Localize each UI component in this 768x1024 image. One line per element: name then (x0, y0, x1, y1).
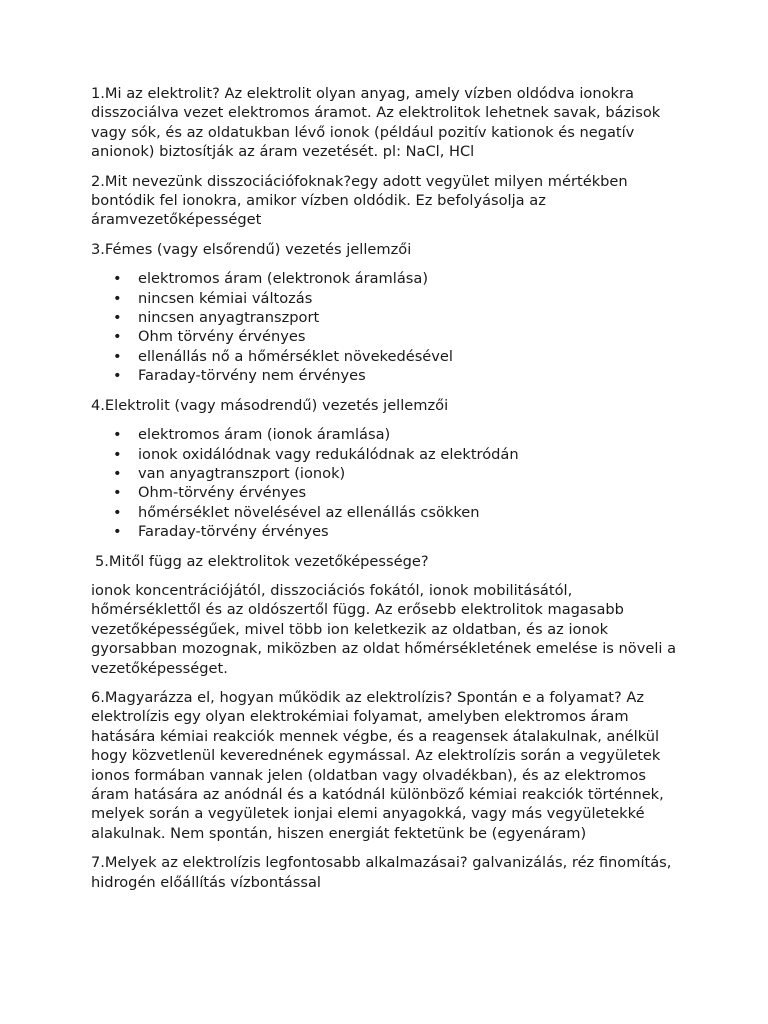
list-item-text: nincsen kémiai változás (138, 289, 313, 307)
question-2-paragraph: 2.Mit nevezünk disszociációfoknak?egy adott vegyület milyen mértékben bontódik fel ionokra, amikor vízben oldódik. Ez befolyásolja az áramvezetőképességet (91, 172, 628, 229)
question-7-paragraph: 7.Melyek az elektrolízis legfontosabb alkalmazásai? galvanizálás, réz finomítás, hidrogén előállítás vízbontással (91, 854, 672, 891)
list-item (113, 289, 681, 308)
bullet-icon: • (113, 328, 122, 346)
list-item-text: Faraday-törvény nem érvényes (138, 367, 366, 385)
list-item (113, 308, 681, 327)
question-1-paragraph: 1.Mi az elektrolit? Az elektrolit olyan anyag, amely vízben oldódva ionokra disszociálva vezet elektromos áramot. Az elektrolitok lehetnek savak, bázisok vagy sók, és az oldatukban lévő ionok (például pozitív kationok és negatív anionok) biztosítják az áram vezetését. pl: NaCl, HCl (91, 85, 661, 161)
question-3-heading: 3.Fémes (vagy elsőrendű) vezetés jellemzői (91, 240, 412, 258)
list-item-text: nincsen anyagtranszport (138, 309, 320, 327)
list-item (113, 327, 681, 346)
bullet-icon: • (113, 347, 122, 365)
bullet-icon: • (113, 426, 122, 444)
list-item (113, 269, 681, 288)
question-5-heading: 5.Mitől függ az elektrolitok vezetőképessége? (95, 552, 429, 570)
bullet-icon: • (113, 464, 122, 482)
list-item-text: hőmérséklet növelésével az ellenállás csökken (138, 503, 480, 521)
question-4-heading: 4.Elektrolit (vagy másodrendű) vezetés jellemzői (91, 396, 449, 414)
question-5-answer: ionok koncentrációjától, disszociációs fokától, ionok mobilitásától, hőmérséklettől és az oldószertől függ. Az erősebb elektrolitok magasabb vezetőképességűek, mivel több ion keletkezik az oldatban, és az ionok gyorsabban mozognak, miközben az oldat hőmérsékletének emelése is növeli a vezetőképességet. (91, 581, 677, 677)
list-item-text: Ohm-törvény érvényes (138, 484, 307, 502)
list-item (113, 483, 681, 502)
list-item-text: ellenállás nő a hőmérséklet növekedésével (138, 347, 453, 365)
bullet-icon: • (113, 309, 122, 327)
list-item (113, 425, 681, 444)
bullet-icon: • (113, 503, 122, 521)
question-3-list (91, 269, 681, 385)
bullet-icon: • (113, 523, 122, 541)
bullet-icon: • (113, 367, 122, 385)
list-item (113, 503, 681, 522)
list-item (113, 464, 681, 483)
list-item (113, 522, 681, 541)
list-item (113, 347, 681, 366)
bullet-icon: • (113, 270, 122, 288)
question-6-paragraph: 6.Magyarázza el, hogyan működik az elektrolízis? Spontán e a folyamat? Az elektrolízis egy olyan elektrokémiai folyamat, amelyben elektromos áram hatására kémiai reakciók mennek végbe, és a reagensek átalakulnak, anélkül hogy közvetlenül keverednének egymással. Az elektrolízis során a vegyületek ionos formában vannak jelen (oldatban vagy olvadékban), és az elektromos áram hatására az anódnál és a katódnál különböző kémiai reakciók történnek, melyek során a vegyületek ionjai elemi anyagokká, vagy más vegyületekké alakulnak. Nem spontán, hiszen energiát fektetünk be (egyenáram) (91, 688, 664, 842)
list-item-text: ionok oxidálódnak vagy redukálódnak az elektródán (138, 445, 519, 463)
bullet-icon: • (113, 445, 122, 463)
list-item-text: elektromos áram (ionok áramlása) (138, 426, 391, 444)
list-item-text: Ohm törvény érvényes (138, 328, 306, 346)
list-item-text: van anyagtranszport (ionok) (138, 464, 346, 482)
list-item-text: Faraday-törvény érvényes (138, 523, 329, 541)
question-4-list (91, 425, 681, 541)
list-item-text: elektromos áram (elektronok áramlása) (138, 270, 429, 288)
list-item (113, 366, 681, 385)
document-page (91, 84, 681, 902)
bullet-icon: • (113, 484, 122, 502)
bullet-icon: • (113, 289, 122, 307)
list-item (113, 445, 681, 464)
